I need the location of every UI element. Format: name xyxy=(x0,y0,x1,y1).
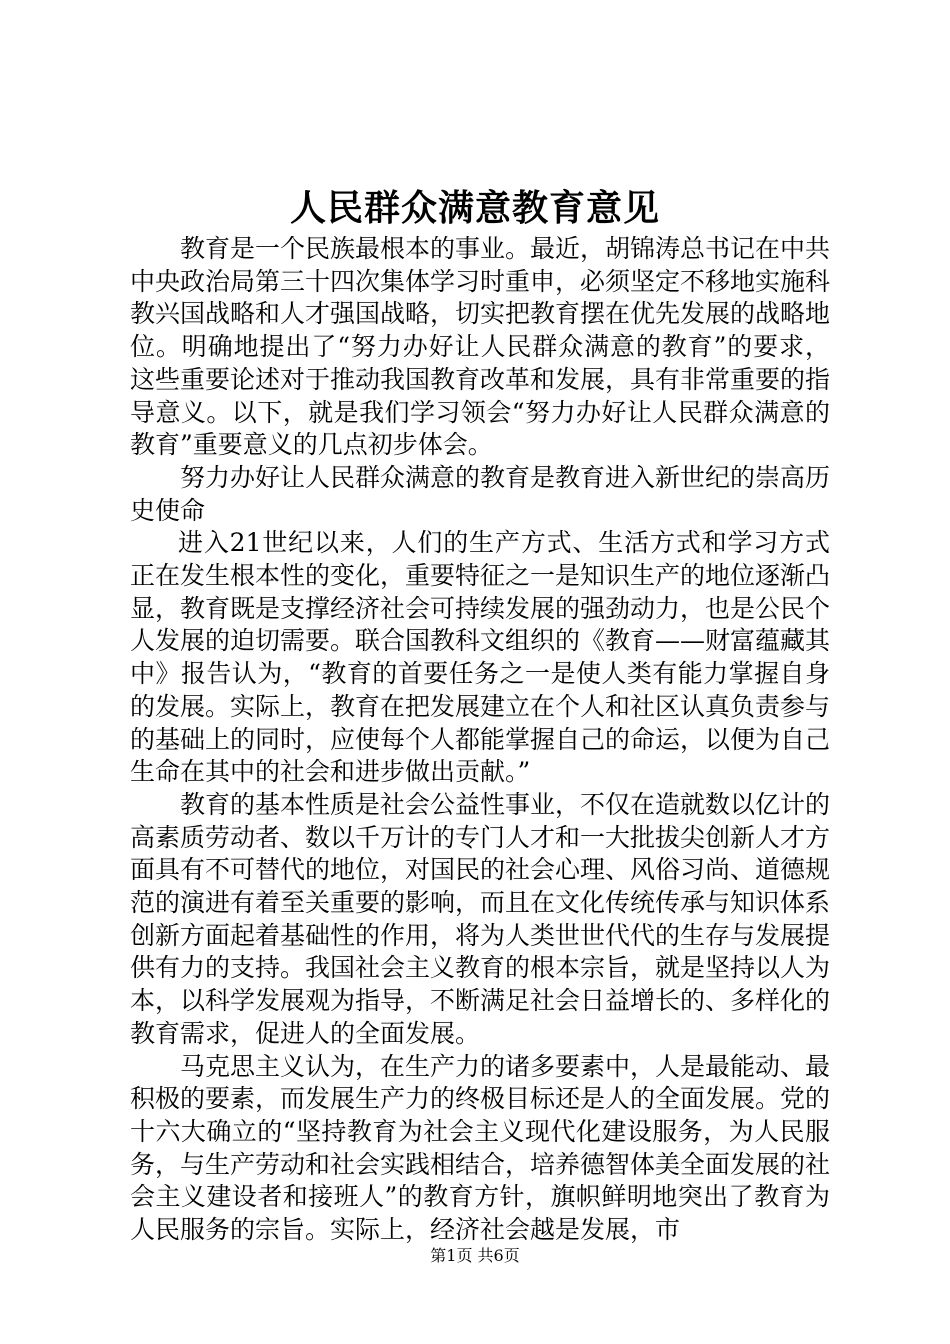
document-body xyxy=(130,233,830,1247)
paragraph-section-heading: 努力办好让人民群众满意的教育是教育进入新世纪的崇高历史使命 xyxy=(130,462,831,525)
page-footer: 第1页 共6页 xyxy=(430,1246,520,1265)
paragraph-basic-nature: 教育的基本性质是社会公益性事业，不仅在造就数以亿计的高素质劳动者、数以千万计的专门人才和一大批拔尖创新人才方面具有不可替代的地位，对国民的社会心理、风俗习尚、道德规范的演进有着至关重要的影响，而且在文化传统传承与知识体系创新方面起着基础性的作用，将为人类世世代代的生存与发展提供有力的支持。我国社会主义教育的根本宗旨，就是坚持以人为本，以科学发展观为指导，不断满足社会日益增长的、多样化的教育需求，促进人的全面发展。 xyxy=(130,789,831,1048)
paragraph-marxism: 马克思主义认为，在生产力的诸多要素中，人是最能动、最积极的要素，而发展生产力的终极目标还是人的全面发展。党的十六大确立的“坚持教育为社会主义现代化建设服务，为人民服务，与生产劳动和社会实践相结合，培养德智体美全面发展的社会主义建设者和接班人”的教育方针，旗帜鲜明地突出了教育为人民服务的宗旨。实际上，经济社会越是发展，市 xyxy=(130,1051,831,1245)
document-title: 人民群众满意教育意见 xyxy=(289,187,660,229)
paragraph-intro: 教育是一个民族最根本的事业。最近，胡锦涛总书记在中共中央政治局第三十四次集体学习时重申，必须坚定不移地实施科教兴国战略和人才强国战略，切实把教育摆在优先发展的战略地位。明确地提出了“努力办好让人民群众满意的教育”的要求，这些重要论述对于推动我国教育改革和发展，具有非常重要的指导意义。以下，就是我们学习领会“努力办好让人民群众满意的教育”重要意义的几点初步体会。 xyxy=(130,234,831,460)
paragraph-21st-century: 进入21世纪以来，人们的生产方式、生活方式和学习方式正在发生根本性的变化，重要特征之一是知识生产的地位逐渐凸显，教育既是支撑经济社会可持续发展的强劲动力，也是公民个人发展的迫切需要。联合国教科文组织的《教育——财富蕴藏其中》报告认为，“教育的首要任务之一是使人类有能力掌握自身的发展。实际上，教育在把发展建立在个人和社区认真负责参与的基础上的同时，应使每个人都能掌握自己的命运，以便为自己生命在其中的社会和进步做出贡献。” xyxy=(130,528,831,787)
